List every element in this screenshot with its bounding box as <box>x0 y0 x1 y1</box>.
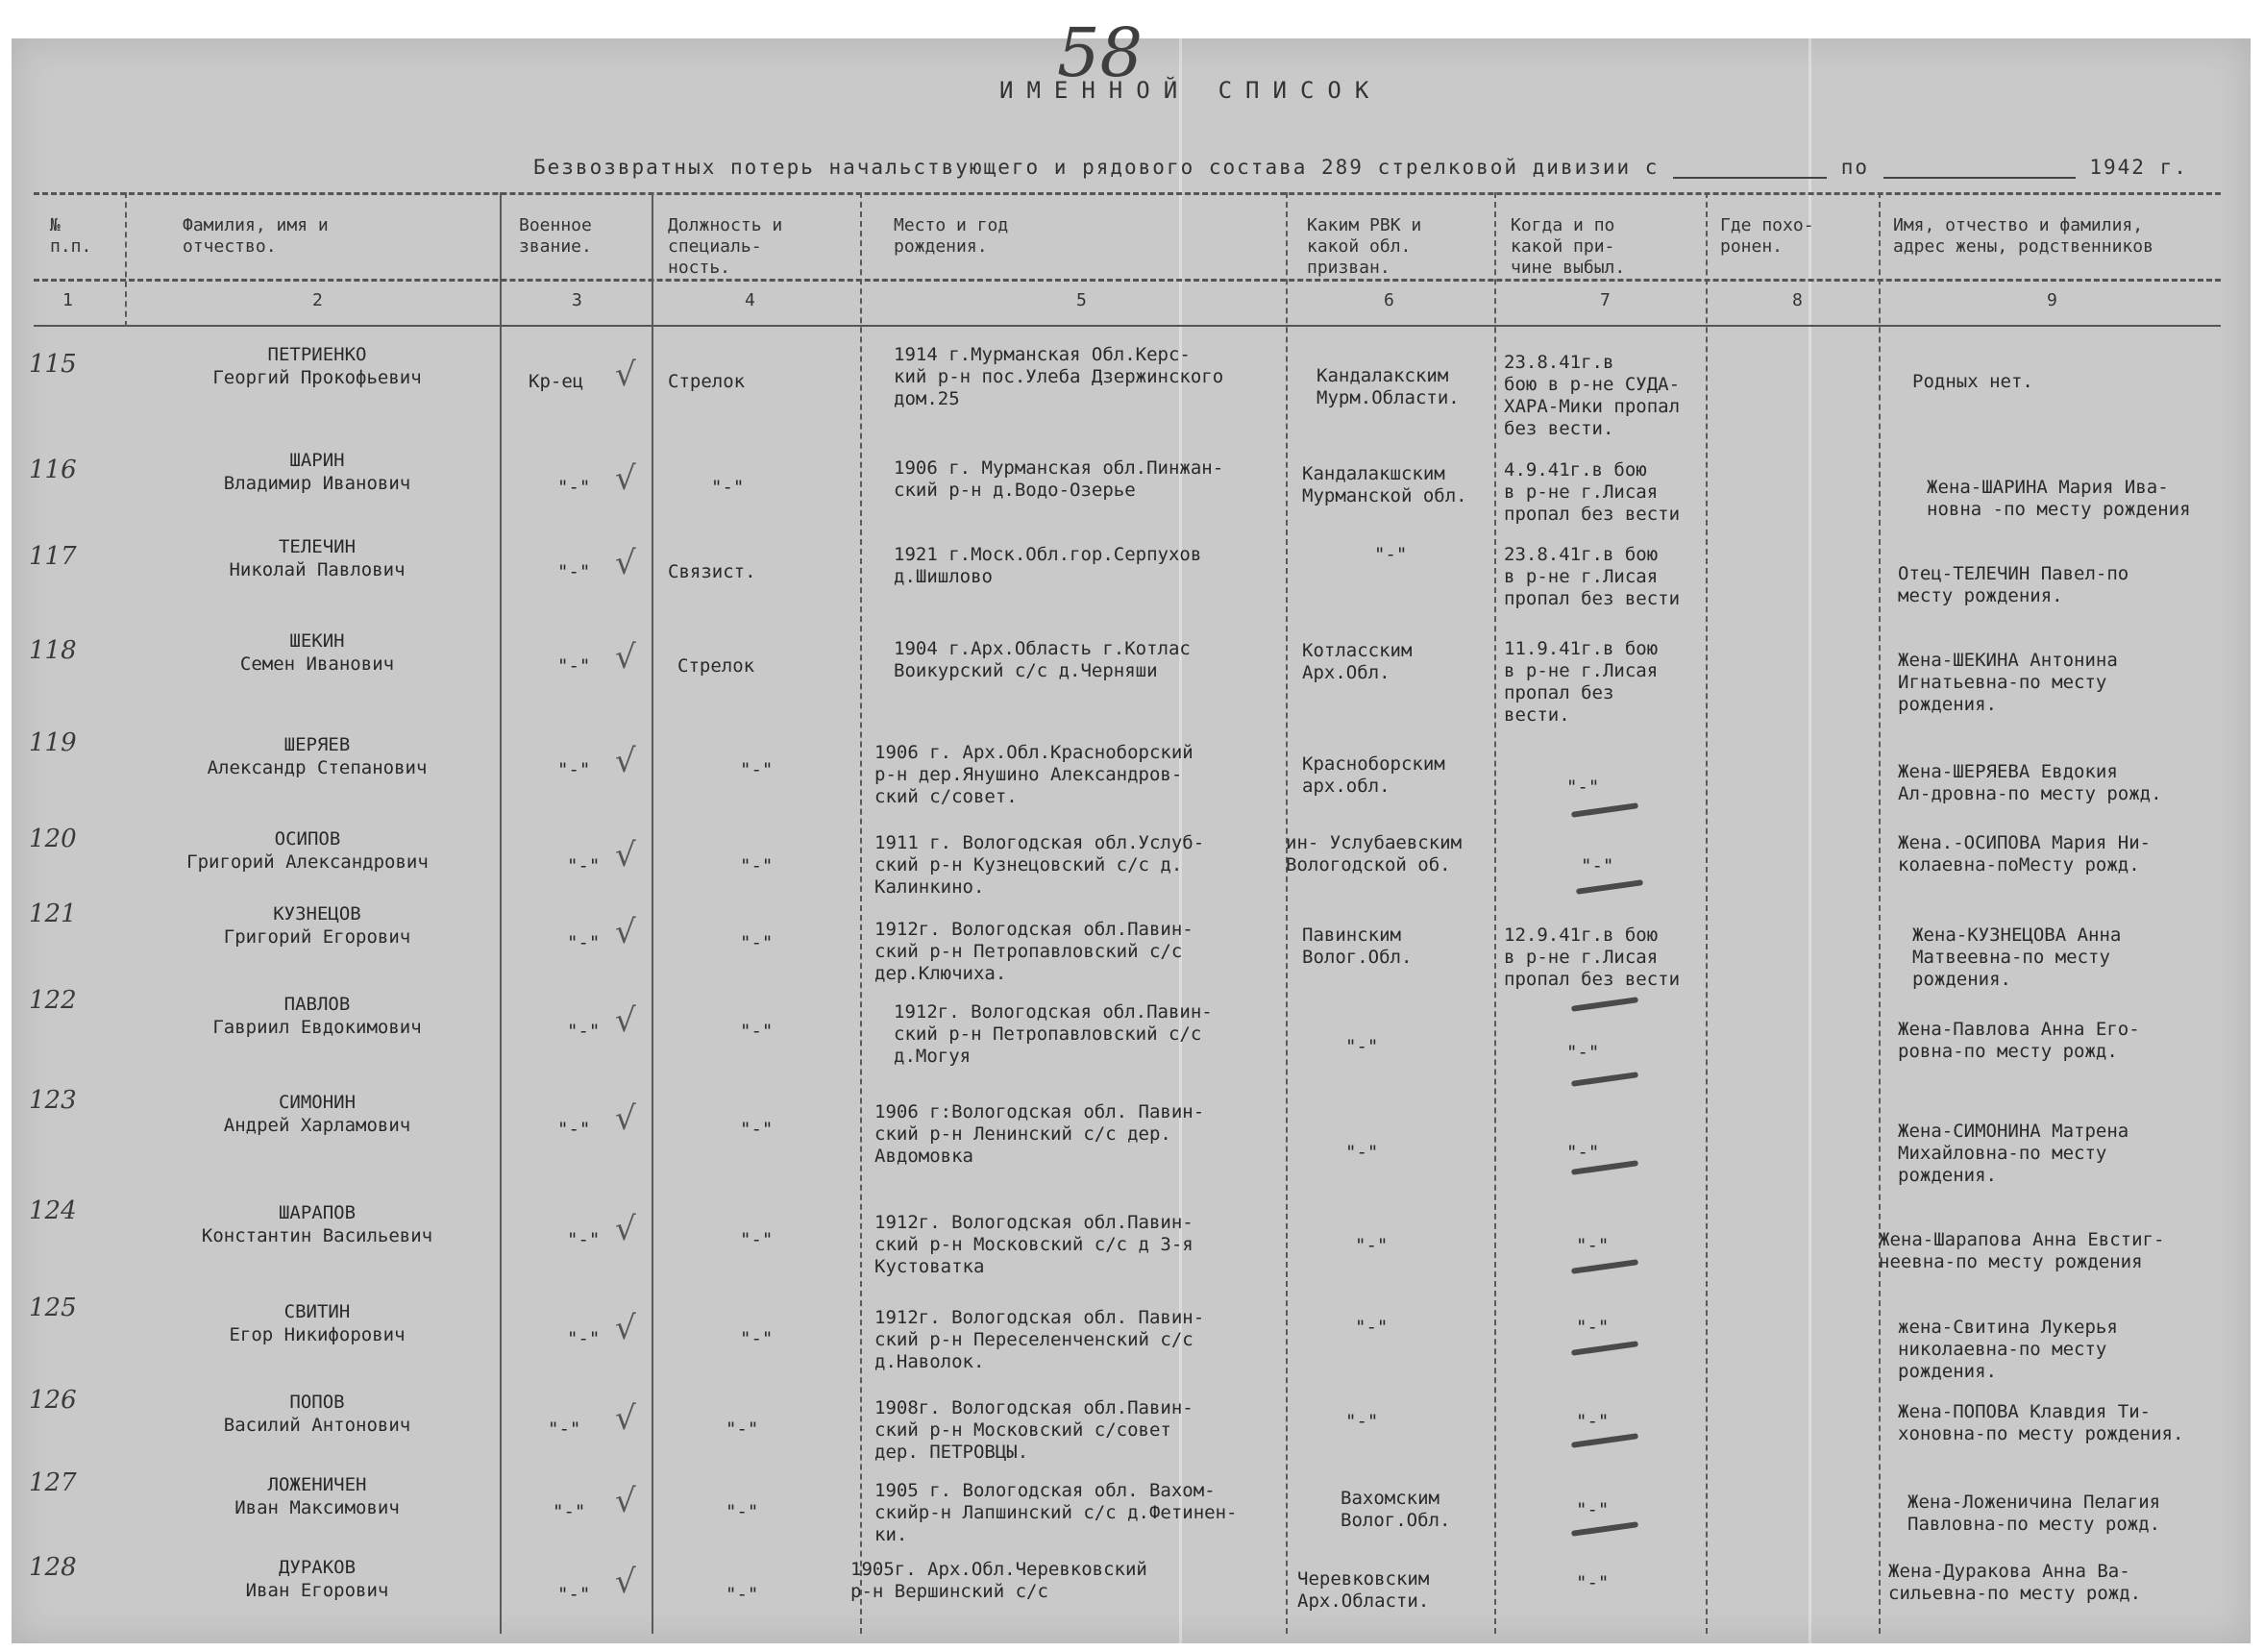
row-departure: 23.8.41г.в бою в р-не СУДА- ХАРА-Мики пропал без вести. <box>1504 352 1681 439</box>
column-number: 5 <box>1076 290 1087 310</box>
row-rvk: "-" <box>1355 1235 1389 1256</box>
row-birth: 1906 г. Мурманская обл.Пинжан- ский р-н д.Водо-Озерье <box>894 457 1224 501</box>
row-relatives: Жена.-ОСИПОВА Мария Ни- колаевна-поМесту рожд. <box>1898 832 2152 875</box>
checkmark-icon: √ <box>615 544 636 582</box>
row-position: Стрелок <box>677 655 755 677</box>
row-departure: "-" <box>1576 1317 1610 1338</box>
header-top-rule <box>34 192 2221 195</box>
header-bottom-rule <box>34 279 2221 282</box>
row-given-name: Григорий Александрович <box>186 851 429 873</box>
row-relatives: Жена-ШЕКИНА Антонина Игнатьевна-по месту рождения. <box>1898 650 2118 715</box>
row-number: 119 <box>29 728 77 757</box>
row-relatives: жена-Свитина Лукерья николаевна-по месту рождения. <box>1898 1317 2118 1382</box>
row-relatives: Жена-ПОПОВА Клавдия Ти- хоновна-по месту рождения. <box>1898 1401 2184 1444</box>
row-position: "-" <box>740 855 774 876</box>
row-surname: ПОПОВ <box>289 1392 345 1413</box>
row-birth: 1912г. Вологодская обл. Павин- ский р-н Переселенченский с/с д.Наволок. <box>874 1307 1205 1372</box>
row-rank: "-" <box>567 1021 601 1042</box>
row-rvk: "-" <box>1345 1142 1379 1163</box>
row-position: "-" <box>740 1119 774 1140</box>
row-position: "-" <box>740 1229 774 1250</box>
row-departure: "-" <box>1576 1235 1610 1256</box>
column-number: 6 <box>1384 290 1394 310</box>
row-rvk: Кандалакским Мурм.Области. <box>1317 365 1460 408</box>
row-departure: 4.9.41г.в бою в р-не г.Лисая пропал без вести <box>1504 459 1681 525</box>
row-birth: 1905 г. Вологодская обл. Вахом- скийр-н Лапшинский с/с д.Фетинен- ки. <box>874 1480 1238 1545</box>
row-birth: 1904 г.Арх.Область г.Котлас Воикурский с/с д.Черняши <box>894 638 1191 681</box>
row-rank: "-" <box>557 759 591 780</box>
row-rank: "-" <box>567 932 601 953</box>
row-given-name: Иван Егорович <box>245 1580 389 1601</box>
row-rvk: Кандалакшским Мурманской обл. <box>1302 463 1467 506</box>
checkmark-icon: √ <box>615 742 636 780</box>
row-rank: "-" <box>557 655 591 677</box>
row-given-name: Василий Антонович <box>223 1415 411 1436</box>
row-surname: СИМОНИН <box>278 1092 357 1113</box>
row-rvk: Котласским Арх.Обл. <box>1302 640 1413 683</box>
row-number: 117 <box>29 542 77 571</box>
checkmark-icon: √ <box>615 1001 636 1040</box>
row-number: 121 <box>29 900 77 928</box>
row-position: Связист. <box>668 561 756 582</box>
row-relatives: Жена-СИМОНИНА Матрена Михайловна-по месту рождения. <box>1898 1121 2129 1186</box>
row-surname: ЛОЖЕНИЧЕН <box>267 1474 367 1495</box>
column-header-burial: Где похо- ронен. <box>1720 215 1814 257</box>
column-number: 2 <box>312 290 323 310</box>
checkmark-icon: √ <box>615 459 636 498</box>
row-relatives: Жена-Ложеничина Пелагия Павловна-по месту рожд. <box>1907 1492 2161 1535</box>
row-position: "-" <box>740 759 774 780</box>
row-rank: "-" <box>548 1418 581 1440</box>
row-rvk: Красноборским арх.обл. <box>1302 753 1445 797</box>
column-header-number: № п.п. <box>50 215 92 257</box>
row-rvk: "-" <box>1345 1036 1379 1057</box>
row-relatives: Жена-ШАРИНА Мария Ива- новна -по месту рождения <box>1927 477 2191 520</box>
date-from-blank <box>1673 177 1827 179</box>
row-surname: ДУРАКОВ <box>278 1557 357 1578</box>
row-rank: "-" <box>557 1119 591 1140</box>
row-position: "-" <box>726 1584 759 1605</box>
row-surname: ОСИПОВ <box>274 828 341 850</box>
row-surname: ТЕЛЕЧИН <box>278 536 357 557</box>
row-birth: 1912г. Вологодская обл.Павин- ский р-н Московский с/с д 3-я Кустоватка <box>874 1212 1194 1277</box>
checkmark-icon: √ <box>615 913 636 951</box>
row-number: 126 <box>29 1386 77 1415</box>
subtitle-year: 1942 г. <box>2089 156 2188 179</box>
column-number: 1 <box>62 290 73 310</box>
column-divider <box>1286 192 1288 1634</box>
column-header-relatives: Имя, отчество и фамилия, адрес жены, родственников <box>1893 215 2153 257</box>
row-rank: Кр-ец <box>529 371 584 392</box>
checkmark-icon: √ <box>615 1482 636 1520</box>
row-rvk: "-" <box>1374 544 1408 565</box>
column-divider <box>125 192 127 327</box>
row-relatives: Родных нет. <box>1912 371 2033 392</box>
row-given-name: Иван Максимович <box>234 1497 400 1518</box>
row-surname: ШАРАПОВ <box>278 1202 357 1223</box>
row-given-name: Гавриил Евдокимович <box>212 1017 422 1038</box>
row-birth: 1912г. Вологодская обл.Павин- ский р-н Петропавловский с/с д.Могуя <box>894 1001 1213 1067</box>
row-position: "-" <box>740 932 774 953</box>
row-surname: СВИТИН <box>283 1301 351 1322</box>
row-surname: ШЕРЯЕВ <box>283 734 351 755</box>
row-birth: 1906 г. Арх.Обл.Красноборский р-н дер.Янушино Александров- ский с/совет. <box>874 742 1194 807</box>
column-numbers-rule <box>34 325 2221 327</box>
column-divider <box>652 192 653 1634</box>
row-surname: ПЕТРИЕНКО <box>267 344 367 365</box>
row-departure: 11.9.41г.в бою в р-не г.Лисая пропал без вести. <box>1504 638 1659 726</box>
column-divider <box>860 192 862 1634</box>
page-number: 58 <box>1057 13 1144 92</box>
checkmark-icon: √ <box>615 356 636 394</box>
row-number: 124 <box>29 1196 77 1225</box>
row-position: Стрелок <box>668 371 746 392</box>
document-title: ИМЕННОЙ СПИСОК <box>999 77 1383 104</box>
row-birth: 1908г. Вологодская обл.Павин- ский р-н Московский с/совет дер. ПЕТРОВЦЫ. <box>874 1397 1194 1463</box>
row-departure: "-" <box>1576 1499 1610 1520</box>
row-relatives: Жена-Шарапова Анна Евстиг- неевна-по месту рождения <box>1879 1229 2165 1272</box>
row-rank: "-" <box>567 855 601 876</box>
row-rvk: Черевковским Арх.Области. <box>1297 1568 1430 1612</box>
row-relatives: Жена-ШЕРЯЕВА Евдокия Ал-дровна-по месту рожд. <box>1898 761 2162 804</box>
row-rank: "-" <box>557 1584 591 1605</box>
row-position: "-" <box>726 1418 759 1440</box>
column-header-rvk: Каким РВК и какой обл. призван. <box>1307 215 1422 278</box>
column-header-birth: Место и год рождения. <box>894 215 1009 257</box>
column-header-name: Фамилия, имя и отчество. <box>183 215 329 257</box>
column-header-departure: Когда и по какой при- чине выбыл. <box>1511 215 1626 278</box>
column-divider <box>1494 192 1496 1634</box>
row-rvk: ин- Услубаевским Вологодской об. <box>1286 832 1463 875</box>
column-number: 4 <box>745 290 755 310</box>
row-given-name: Константин Васильевич <box>201 1225 433 1246</box>
row-position: "-" <box>740 1021 774 1042</box>
column-divider <box>1879 192 1881 1634</box>
row-position: "-" <box>711 477 745 498</box>
row-number: 125 <box>29 1294 77 1322</box>
row-birth: 1906 г:Вологодская обл. Павин- ский р-н Ленинский с/с дер. Авдомовка <box>874 1101 1205 1167</box>
checkmark-icon: √ <box>615 638 636 677</box>
row-birth: 1921 г.Моск.Обл.гор.Серпухов д.Шишлово <box>894 544 1202 587</box>
row-rvk: "-" <box>1355 1317 1389 1338</box>
row-given-name: Егор Никифорович <box>229 1324 406 1345</box>
document-subtitle <box>533 156 2188 179</box>
checkmark-icon: √ <box>615 836 636 875</box>
row-departure: "-" <box>1566 777 1600 798</box>
checkmark-icon: √ <box>615 1210 636 1248</box>
row-departure: "-" <box>1581 855 1614 876</box>
row-rvk: Павинским Волог.Обл. <box>1302 925 1413 968</box>
row-birth: 1914 г.Мурманская Обл.Керс- кий р-н пос.Улеба Дзержинского дом.25 <box>894 344 1224 409</box>
row-given-name: Семен Иванович <box>239 653 395 675</box>
column-number: 8 <box>1792 290 1803 310</box>
row-surname: ШАРИН <box>289 450 345 471</box>
row-number: 118 <box>29 636 77 665</box>
row-birth: 1911 г. Вологодская обл.Услуб- ский р-н Кузнецовский с/с д. Калинкино. <box>874 832 1205 898</box>
row-given-name: Александр Степанович <box>207 757 428 778</box>
row-number: 115 <box>29 350 77 379</box>
row-departure: "-" <box>1566 1142 1600 1163</box>
row-given-name: Николай Павлович <box>229 559 406 580</box>
column-number: 3 <box>572 290 582 310</box>
subtitle-prefix: Безвозвратных потерь начальствующего и рядового состава 289 стрелковой дивизии с <box>533 156 1660 179</box>
row-departure: "-" <box>1576 1572 1610 1593</box>
checkmark-icon: √ <box>615 1099 636 1138</box>
column-divider <box>1706 192 1708 1634</box>
row-number: 123 <box>29 1086 77 1115</box>
row-number: 116 <box>29 456 77 484</box>
subtitle-mid: по <box>1840 156 1870 179</box>
column-number: 7 <box>1600 290 1611 310</box>
row-position: "-" <box>726 1501 759 1522</box>
row-rvk: "-" <box>1345 1411 1379 1432</box>
checkmark-icon: √ <box>615 1399 636 1438</box>
row-relatives: Жена-Дуракова Анна Ва- сильевна-по месту рожд. <box>1888 1561 2142 1604</box>
column-header-position: Должность и специаль- ность. <box>668 215 783 278</box>
row-given-name: Григорий Егорович <box>223 926 411 948</box>
row-relatives: Отец-ТЕЛЕЧИН Павел-по месту рождения. <box>1898 563 2129 606</box>
row-number: 122 <box>29 986 77 1015</box>
row-rvk: Вахомским Волог.Обл. <box>1341 1488 1451 1531</box>
row-surname: ПАВЛОВ <box>283 994 351 1015</box>
row-number: 120 <box>29 825 77 853</box>
row-rank: "-" <box>567 1229 601 1250</box>
column-header-rank: Военное звание. <box>519 215 592 257</box>
row-position: "-" <box>740 1328 774 1349</box>
row-given-name: Георгий Прокофьевич <box>212 367 422 388</box>
row-rank: "-" <box>557 561 591 582</box>
row-departure: "-" <box>1576 1411 1610 1432</box>
row-relatives: Жена-КУЗНЕЦОВА Анна Матвеевна-по месту рождения. <box>1912 925 2122 990</box>
row-departure: "-" <box>1566 1042 1600 1063</box>
row-birth: 1912г. Вологодская обл.Павин- ский р-н Петропавловский с/с дер.Ключиха. <box>874 919 1194 984</box>
row-given-name: Владимир Иванович <box>223 473 411 494</box>
row-rank: "-" <box>553 1501 586 1522</box>
row-relatives: Жена-Павлова Анна Его- ровна-по месту рожд. <box>1898 1019 2140 1062</box>
row-departure: 12.9.41г.в бою в р-не г.Лисая пропал без вести <box>1504 925 1681 990</box>
date-to-blank <box>1883 177 2076 179</box>
column-number: 9 <box>2047 290 2057 310</box>
row-number: 127 <box>29 1468 77 1497</box>
checkmark-icon: √ <box>615 1309 636 1347</box>
row-birth: 1905г. Арх.Обл.Черевковский р-н Вершинский с/с <box>850 1559 1147 1602</box>
row-number: 128 <box>29 1553 77 1582</box>
row-rank: "-" <box>557 477 591 498</box>
row-surname: КУЗНЕЦОВ <box>273 903 361 925</box>
column-divider <box>500 192 502 1634</box>
row-given-name: Андрей Харламович <box>223 1115 411 1136</box>
checkmark-icon: √ <box>615 1563 636 1601</box>
row-departure: 23.8.41г.в бою в р-не г.Лисая пропал без вести <box>1504 544 1681 609</box>
row-surname: ШЕКИН <box>289 630 345 652</box>
row-rank: "-" <box>567 1328 601 1349</box>
